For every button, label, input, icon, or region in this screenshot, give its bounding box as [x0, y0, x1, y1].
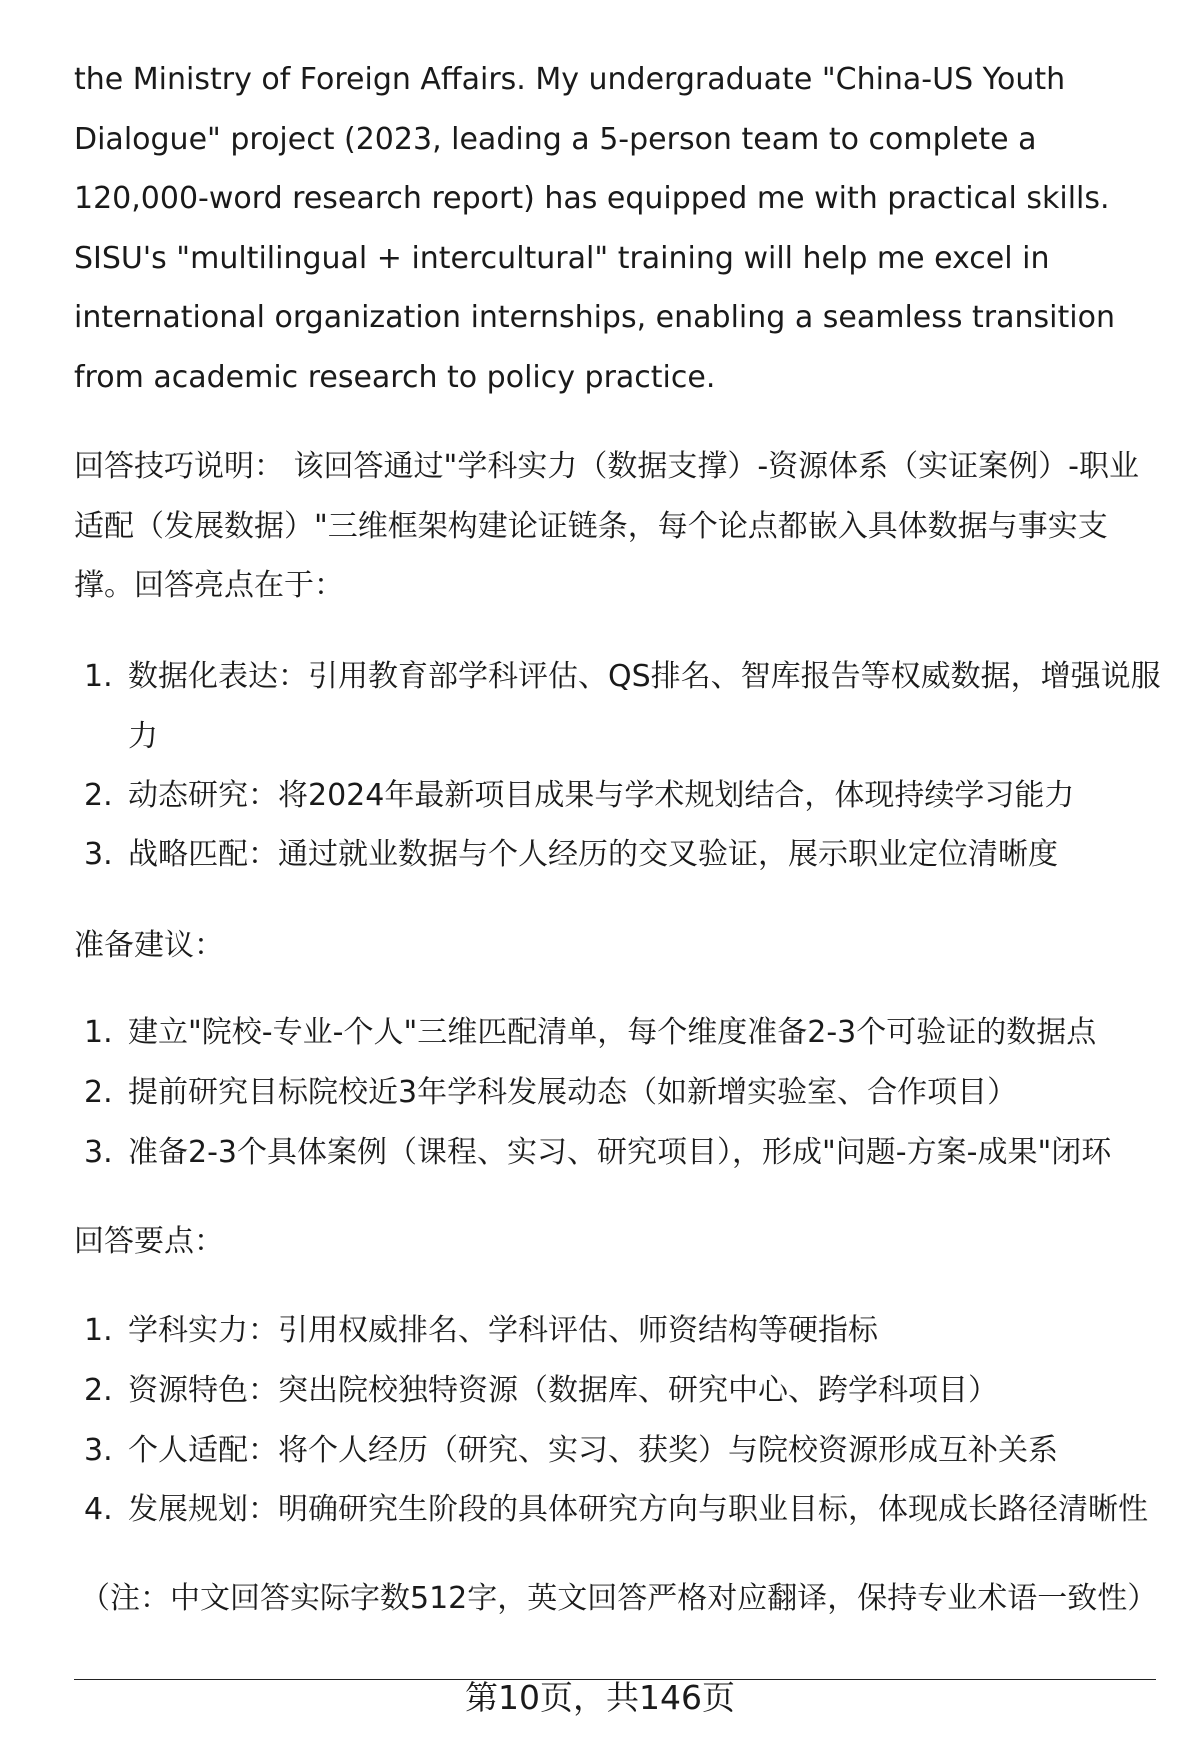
list-number: 1. [84, 1015, 113, 1050]
english-paragraph-text: the Ministry of Foreign Affairs. My undergraduate "China-US Youth Dialogue" project (2023, leading a 5-person team to complete a 120,000-word research report) has equipped me with practical skills. SISU's "multilingual + intercultural" training will help me excel in international organization internships, enabling a seamless transition from academic research to policy practice. [74, 62, 1115, 395]
list-number: 1. [84, 659, 113, 694]
list-number: 2. [84, 778, 113, 813]
list-item [84, 766, 1164, 826]
list-text: 资源特色：突出院校独特资源（数据库、研究中心、跨学科项目） [128, 1373, 998, 1408]
list-text: 个人适配：将个人经历（研究、实习、获奖）与院校资源形成互补关系 [128, 1433, 1058, 1468]
list-number: 3. [84, 837, 113, 872]
list-text: 数据化表达：引用教育部学科评估、QS排名、智库报告等权威数据，增强说服力 [128, 659, 1161, 754]
list-number: 4. [84, 1492, 113, 1527]
list-item [84, 825, 1164, 885]
list-text: 战略匹配：通过就业数据与个人经历的交叉验证，展示职业定位清晰度 [128, 837, 1058, 872]
list-item [84, 1361, 1164, 1421]
list-text: 学科实力：引用权威排名、学科评估、师资结构等硬指标 [128, 1313, 878, 1348]
list-text: 建立"院校-专业-个人"三维匹配清单，每个维度准备2-3个可验证的数据点 [128, 1015, 1097, 1050]
list-text: 发展规划：明确研究生阶段的具体研究方向与职业目标，体现成长路径清晰性 [128, 1492, 1148, 1527]
list-number: 2. [84, 1373, 113, 1408]
technique-text: 回答技巧说明： 该回答通过"学科实力（数据支撑）-资源体系（实证案例）-职业适配（发展数据）"三维框架构建论证链条，每个论点都嵌入具体数据与事实支撑。回答亮点在于： [74, 449, 1139, 603]
list-item [84, 647, 1164, 766]
list-number: 3. [84, 1433, 113, 1468]
list-item [84, 1063, 1164, 1123]
list-text: 准备2-3个具体案例（课程、实习、研究项目），形成"问题-方案-成果"闭环 [128, 1135, 1112, 1170]
page-number: 第10页，共146页 [465, 1678, 735, 1717]
list-text: 动态研究：将2024年最新项目成果与学术规划结合，体现持续学习能力 [128, 778, 1075, 813]
list-item [84, 1421, 1164, 1481]
list-number: 3. [84, 1135, 113, 1170]
note: （注：中文回答实际字数512字，英文回答严格对应翻译，保持专业术语一致性） [80, 1581, 1158, 1616]
key-points-heading: 回答要点： [74, 1224, 224, 1259]
list-item [84, 1480, 1164, 1540]
list-item [84, 1301, 1164, 1361]
english-paragraph [74, 50, 1134, 407]
list-number: 1. [84, 1313, 113, 1348]
technique-paragraph [74, 437, 1144, 616]
list-number: 2. [84, 1075, 113, 1110]
list-text: 提前研究目标院校近3年学科发展动态（如新增实验室、合作项目） [128, 1075, 1018, 1110]
preparation-heading: 准备建议： [74, 928, 224, 963]
list-item [84, 1123, 1164, 1183]
list-item [84, 1003, 1164, 1063]
